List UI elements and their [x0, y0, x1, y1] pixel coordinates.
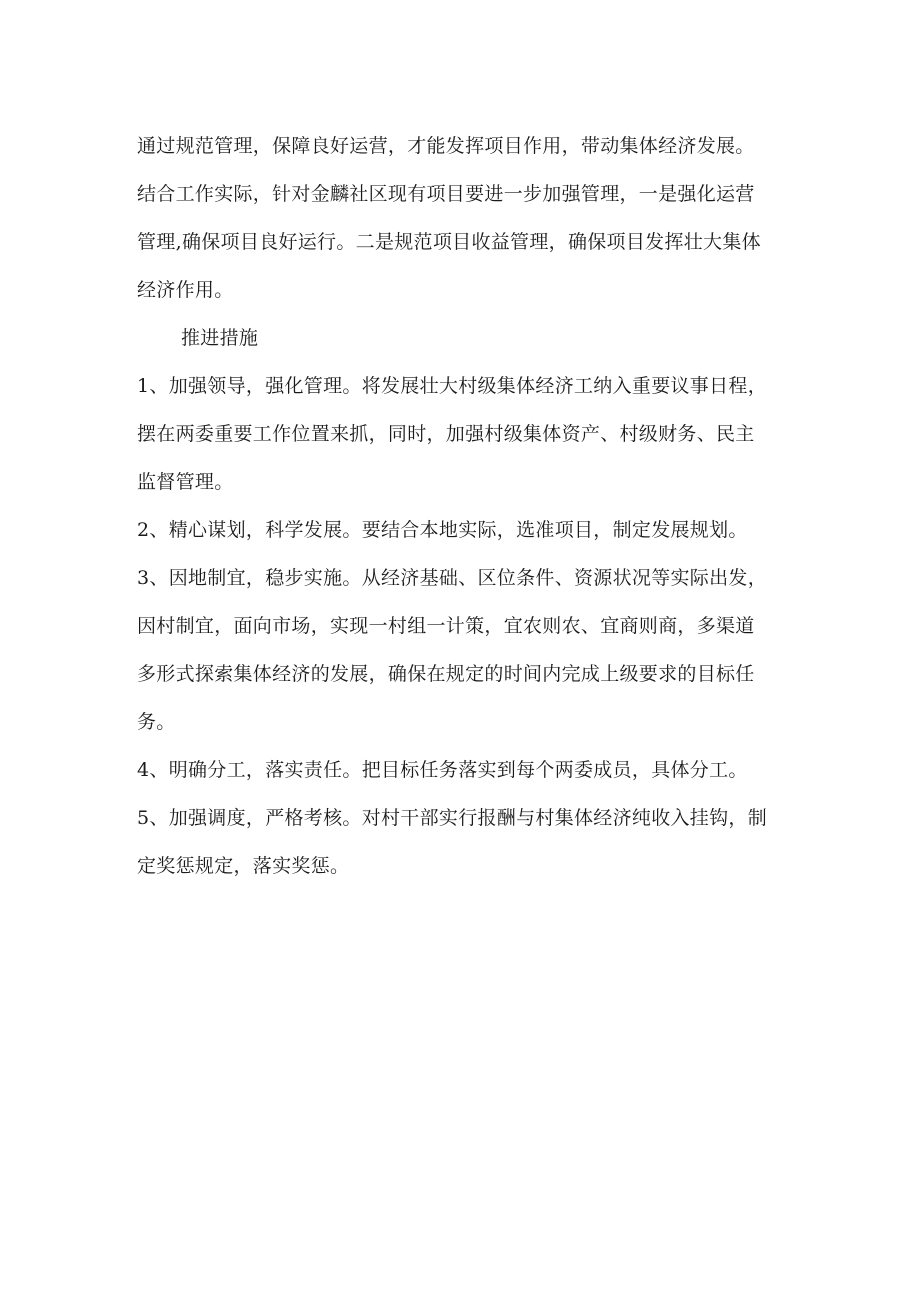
document-body: [137, 122, 787, 890]
paragraph-line: 结合工作实际，针对金麟社区现有项目要进一步加强管理，一是强化运营: [137, 183, 755, 205]
measure-3-line: 多形式探索集体经济的发展，确保在规定的时间内完成上级要求的目标任: [137, 663, 755, 685]
measure-1-line: 1、加强领导，强化管理。将发展壮大村级集体经济工纳入重要议事日程，: [137, 375, 767, 397]
measure-3-line: 3、因地制宜，稳步实施。从经济基础、区位条件、资源状况等实际出发，: [137, 567, 767, 589]
measure-4-line: 4、明确分工，落实责任。把目标任务落实到每个两委成员，具体分工。: [137, 759, 748, 781]
section-heading: 推进措施: [181, 327, 259, 349]
measure-1-line: 摆在两委重要工作位置来抓，同时，加强村级集体资产、村级财务、民主: [137, 423, 755, 445]
paragraph-line: 通过规范管理，保障良好运营，才能发挥项目作用，带动集体经济发展。: [137, 135, 755, 157]
measure-3-line: 务。: [137, 711, 176, 733]
measure-2-line: 2、精心谋划，科学发展。要结合本地实际，选准项目，制定发展规划。: [137, 519, 748, 541]
measure-3-line: 因村制宜，面向市场，实现一村组一计策，宜农则农、宜商则商，多渠道: [137, 615, 755, 637]
measure-1-line: 监督管理。: [137, 471, 234, 493]
measure-5-line: 5、加强调度，严格考核。对村干部实行报酬与村集体经济纯收入挂钩，制: [137, 807, 767, 829]
paragraph-line: 管理,确保项目良好运行。二是规范项目收益管理，确保项目发挥壮大集体: [137, 231, 761, 253]
measure-5-line: 定奖惩规定，落实奖惩。: [137, 855, 350, 877]
paragraph-line: 经济作用。: [137, 279, 234, 301]
